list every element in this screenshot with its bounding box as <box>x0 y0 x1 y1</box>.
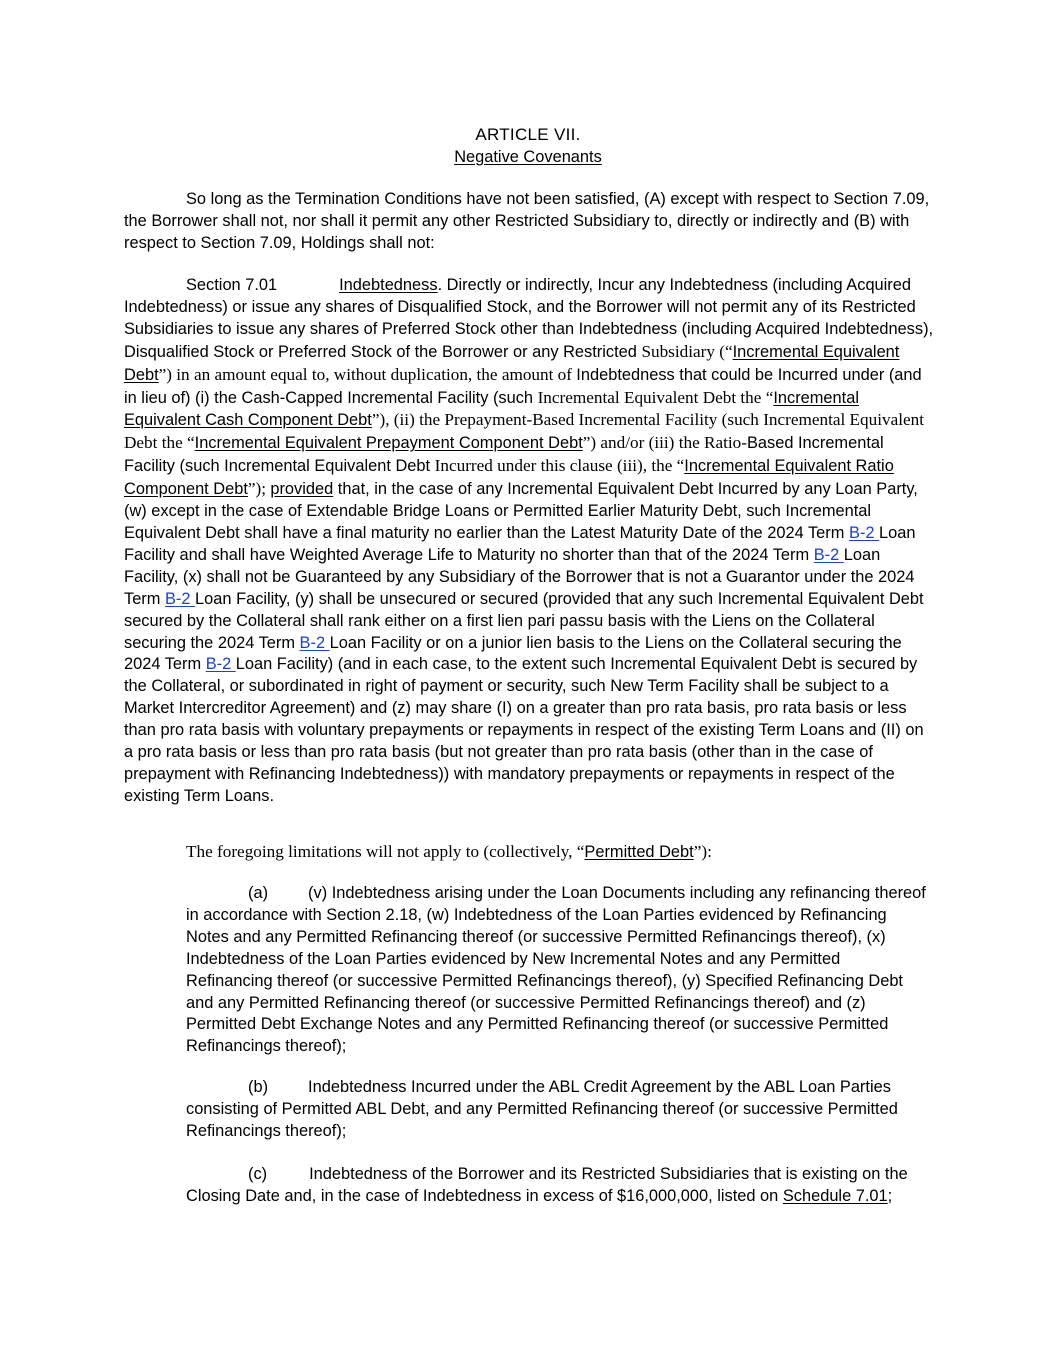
clause-text: Indebtedness Incurred under the ABL Credit Agreement by the ABL Loan Parties consisting of Permitted ABL Debt, and any Permitted Refinancing thereof (or successive Permitted Refinancings thereof); <box>186 1078 898 1140</box>
intro-paragraph <box>124 189 934 255</box>
defined-term-permitted-debt: Permitted Debt <box>584 843 694 861</box>
clause-label: (a) <box>248 884 269 902</box>
article-title: Negative Covenants <box>454 148 602 166</box>
b2-link[interactable]: B-2 <box>813 545 844 564</box>
clause-b <box>186 1077 926 1143</box>
defined-term-incremental-equivalent-debt: Incremental Equivalent Debt <box>124 342 900 384</box>
b2-link[interactable]: B-2 <box>205 655 236 674</box>
clause-c <box>186 1164 926 1208</box>
section-7-01-paragraph <box>124 275 936 808</box>
section-text: Loan Facility) (and in each case, to the extent such Incremental Equivalent Debt is secured by the Collateral, or subordinated in right of payment or security, such New Term Facility shall be subject to a Market Intercreditor Agreement) and (z) may share (I) on a greater than pro rata basis, pro rata basis or less than pro rata basis with voluntary prepayments or repayments in respect of the existing Term Loans and (II) on a pro rata basis or less than pro rata basis (but not greater than pro rata basis (other than in the case of prepayment with Refinancing Indebtedness)) with mandatory prepayments or repayments in respect of the existing Term Loans. <box>124 655 924 805</box>
section-text: Loan Facility, (x) shall not be Guaranteed by any Subsidiary of the Borrower that is not a Guarantor under the 2024 Term <box>124 545 915 608</box>
section-text: Based Incremental Facility (such Incremental Equivalent Debt <box>124 434 884 476</box>
section-text-serif: ”); <box>247 479 271 499</box>
section-text-serif: ”), (ii) the Prepayment-Based Incremental Facility (such Incremental Equivalent Debt the “ <box>124 410 925 453</box>
foregoing-paragraph <box>186 841 934 864</box>
section-text: Loan Facility, (y) shall be unsecured or secured (provided that any such Incremental Equivalent Debt secured by the Collateral shall rank either on a first lien pari passu basis with the Liens on the Collateral securing the 2024 Term <box>124 589 924 652</box>
clause-text: (v) Indebtedness arising under the Loan Documents including any refinancing thereof in accordance with Section 2.18, (w) Indebtedness of the Loan Parties evidenced by Refinancing Notes and any Permitted Refinancing thereof (or successive Permitted Refinancings thereof), (x) Indebtedness of the Loan Parties evidenced by New Incremental Notes and any Permitted Refinancing thereof (or successive Permitted Refinancings thereof), (y) Specified Refinancing Debt and any Permitted Refinancing thereof (or successive Permitted Refinancings thereof) and (z) Permitted Debt Exchange Notes and any Permitted Refinancing thereof (or successive Permitted Refinancings thereof); <box>186 884 926 1056</box>
b2-link[interactable]: B-2 <box>299 633 330 652</box>
section-text-serif: Subsidiary (“ <box>641 341 733 361</box>
defined-term-ratio-component-debt: Incremental Equivalent Ratio Component Debt <box>124 457 894 499</box>
section-text: that, in the case of any Incremental Equivalent Debt Incurred by any Loan Party, (w) except in the case of Extendable Bridge Loans or Permitted Earlier Maturity Debt, such Incremental Equivalent Debt shall have a final maturity no earlier than the Latest Maturity Date of the 2024 Term <box>124 480 918 542</box>
b2-link[interactable]: B-2 <box>164 589 196 608</box>
section-text-serif: Incremental Equivalent Debt the “ <box>537 387 774 407</box>
defined-term-cash-component-debt: Incremental Equivalent Cash Component Debt <box>124 388 859 430</box>
section-text-serif: Incurred under this clause (iii), the “ <box>434 456 685 476</box>
section-number: Section 7.01 <box>186 276 278 294</box>
section-title: Indebtedness <box>339 276 438 294</box>
clause-label: (b) <box>248 1078 269 1096</box>
article-number: ARTICLE VII. <box>475 125 581 144</box>
b2-link[interactable]: B-2 <box>848 523 879 542</box>
section-text: Loan Facility and shall have Weighted Average Life to Maturity no shorter than that of the 2024 Term <box>124 523 916 564</box>
foregoing-text: ”): <box>693 842 712 861</box>
section-text-serif: ”) in an amount equal to, without duplication, the amount of <box>158 364 577 384</box>
clause-text: Indebtedness of the Borrower and its Restricted Subsidiaries that is existing on the Closing Date and, in the case of Indebtedness in excess of $16,000,000, listed on <box>186 1165 908 1205</box>
section-text-serif: ”) and/or (iii) the Ratio- <box>582 433 747 453</box>
defined-term-prepayment-component-debt: Incremental Equivalent Prepayment Component Debt <box>194 434 583 453</box>
section-text: Loan Facility or on a junior lien basis to the Liens on the Collateral securing the 2024 Term <box>124 633 902 674</box>
clause-end: ; <box>887 1186 893 1205</box>
foregoing-text: The foregoing limitations will not apply to (collectively, “ <box>186 842 585 861</box>
clause-a <box>186 883 926 1058</box>
section-text: Indebtedness that could be Incurred under (and in lieu of) (i) the Cash-Capped Incremental Facility (such <box>124 365 922 407</box>
schedule-reference: Schedule 7.01 <box>782 1186 888 1205</box>
article-title-wrap <box>124 147 932 169</box>
section-text: . Directly or indirectly, Incur any Indebtedness (including Acquired Indebtedness) or issue any shares of Disqualified Stock, and the Borrower will not permit any of its Restricted Subsidiaries to issue any shares of Preferred Stock other than Indebtedness (including Acquired Indebtedness), Disqualified Stock or Preferred Stock of the Borrower or any Restricted <box>124 276 934 361</box>
intro-text: So long as the Termination Conditions have not been satisfied, (A) except with respect to Section 7.09, the Borrower shall not, nor shall it permit any other Restricted Subsidiary to, directly or indirectly and (B) with respect to Section 7.09, Holdings shall not: <box>124 190 930 252</box>
provided-term: provided <box>270 480 334 499</box>
clause-label: (c) <box>248 1165 268 1183</box>
